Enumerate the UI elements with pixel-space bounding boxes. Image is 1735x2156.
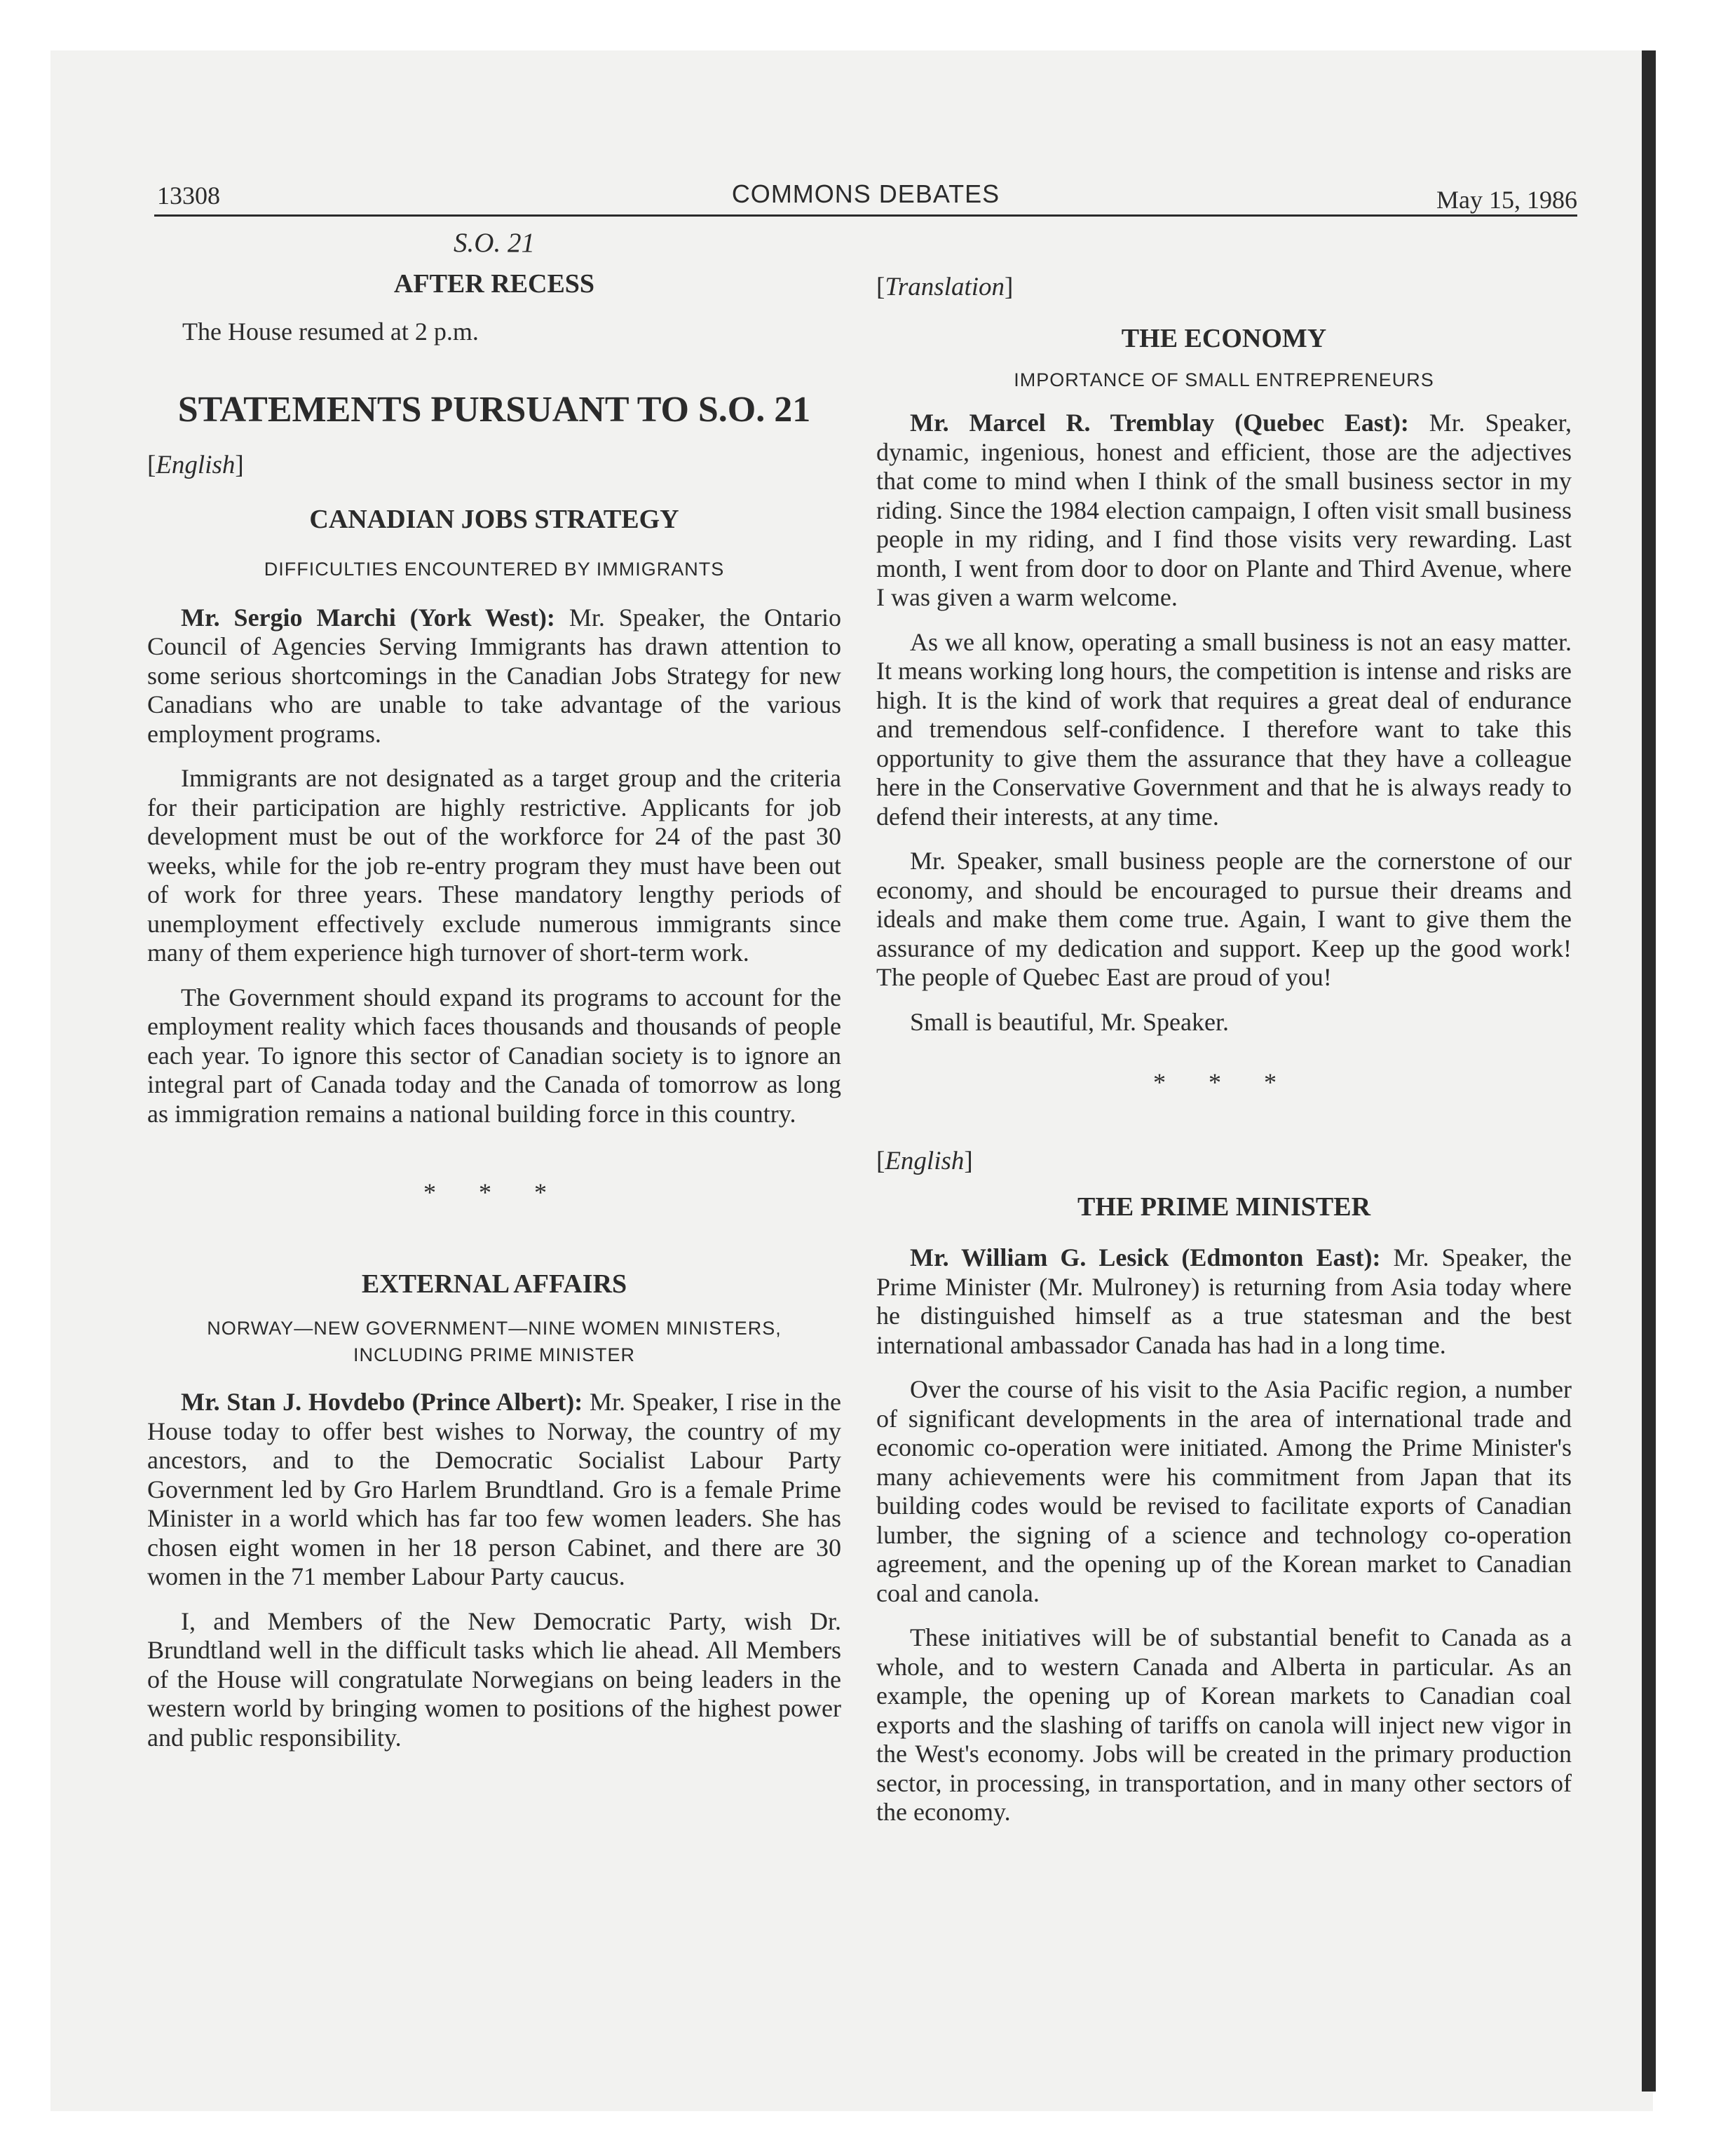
language-tag: [Translation] xyxy=(876,273,1014,301)
economy-heading: THE ECONOMY xyxy=(1121,324,1327,353)
standing-order-ref: S.O. 21 xyxy=(454,228,535,258)
jobs-strategy-subheading: DIFFICULTIES ENCOUNTERED BY IMMIGRANTS xyxy=(264,558,725,580)
header-date: May 15, 1986 xyxy=(1436,186,1577,214)
statements-heading: STATEMENTS PURSUANT TO S.O. 21 xyxy=(177,389,811,430)
left-column xyxy=(147,224,841,1752)
house-resumed-note: The House resumed at 2 p.m. xyxy=(182,318,479,346)
lesick-statement-p1 xyxy=(876,1243,1572,1360)
marchi-statement-p2: Immigrants are not designated as a target group and the criteria for their participation are highly restrictive. Applicants for job development must be out of the workforce for 24 of the past 30 weeks, while for the job re-entry program they must have been out of work for three years. These mandatory lengthy periods of unemployment effectively exclude numerous immigrants since many of them experience high turnover of short-term work. xyxy=(147,764,841,967)
tremblay-statement-p2: As we all know, operating a small business is not an easy matter. It means working long hours, the competition is intense and risks are high. It is the kind of work that requires a great deal of endurance and tremendous self-confidence. I therefore want to take this opportunity to give them the assurance that they have a colleague here in the Conservative Government and that he is always ready to defend their interests, at any time. xyxy=(876,627,1572,831)
language-tag-text: Translation xyxy=(885,273,1005,301)
page-header xyxy=(154,175,1577,217)
paragraph-text: Mr. Speaker, dynamic, ingenious, honest and efficient, those are the adjectives that come to mind when I think of the small business sector in my riding. Since the 1984 election campaign, I often visit small business people in my riding, and I find those visits very rewarding. Last month, I went from door to door on Plante and Third Avenue, where I was given a warm welcome. xyxy=(876,409,1572,611)
after-recess-heading: AFTER RECESS xyxy=(393,269,595,299)
paragraph-text: Mr. Speaker, the Ontario Council of Agencies Serving Immigrants has drawn attention to some serious shortcomings in the Canadian Jobs Strategy for new Canadians who are unable to take advantage of the various employment programs. xyxy=(147,603,842,748)
page-number: 13308 xyxy=(157,182,220,210)
speaker-name: Mr. Marcel R. Tremblay (Quebec East): xyxy=(910,409,1409,437)
paragraph-text: Mr. Speaker, I rise in the House today to offer best wishes to Norway, the country of my ancestors, and to the Democratic Socialist Labour Party Government led by Gro Harlem Brundtland. Gro is a female Prime Minister in a world which has far too few women leaders. She has chosen eight women in her 18 person Cabinet, and there are 30 women in the 71 member Labour Party caucus. xyxy=(147,1388,842,1590)
language-tag-text: English xyxy=(156,450,236,479)
marchi-statement-p1 xyxy=(147,603,841,749)
paragraph-text: Mr. Speaker, the Prime Minister (Mr. Mulroney) is returning from Asia today where he distinguished himself as a true statesman and the best international ambassador Canada has had in a long time. xyxy=(876,1243,1572,1359)
hovdebo-statement-p2: I, and Members of the New Democratic Party, wish Dr. Brundtland well in the difficult tasks which lie ahead. All Members of the House will congratulate Norwegians on being leaders in the western world by bringing women to positions of the highest power and public responsibility. xyxy=(147,1606,841,1752)
language-tag-text: English xyxy=(885,1147,965,1175)
jobs-strategy-heading: CANADIAN JOBS STRATEGY xyxy=(309,504,679,534)
prime-minister-heading: THE PRIME MINISTER xyxy=(1077,1192,1371,1222)
running-title: COMMONS DEBATES xyxy=(731,179,1000,208)
section-separator: * * * xyxy=(1153,1068,1295,1096)
marchi-statement-p3: The Government should expand its programs to account for the employment reality which faces thousands and thousands of people each year. To ignore this sector of Canadian society is to ignore an integral part of Canada today and the Canada of tomorrow as long as immigration remains a national building force in this country. xyxy=(147,983,841,1128)
external-affairs-heading: EXTERNAL AFFAIRS xyxy=(361,1269,627,1299)
tremblay-statement-p3: Mr. Speaker, small business people are the cornerstone of our economy, and should be encouraged to pursue their dreams and ideals and make them come true. Again, I want to give them the assurance of my dedication and support. Keep up the good work! The people of Quebec East are proud of you! xyxy=(876,847,1572,991)
hovdebo-statement-p1 xyxy=(147,1388,841,1592)
section-separator: * * * xyxy=(423,1178,565,1206)
external-affairs-subheading-1: NORWAY—NEW GOVERNMENT—NINE WOMEN MINISTERS, xyxy=(207,1318,782,1339)
language-tag: [English] xyxy=(147,450,244,479)
speaker-name: Mr. William G. Lesick (Edmonton East): xyxy=(910,1243,1381,1271)
external-affairs-subheading-2: INCLUDING PRIME MINISTER xyxy=(353,1344,636,1365)
speaker-name: Mr. Sergio Marchi (York West): xyxy=(181,603,555,632)
lesick-statement-p2: Over the course of his visit to the Asia Pacific region, a number of significant developments in the area of international trade and economic co-operation were initiated. Among the Prime Minister's many achievements were his commitment from Japan that its building codes would be revised to facilitate exports of Canadian lumber, the signing of a science and technology co-operation agreement, and the opening up of the Korean market to Canadian coal and canola. xyxy=(876,1375,1572,1607)
language-tag: [English] xyxy=(876,1147,973,1175)
speaker-name: Mr. Stan J. Hovdebo (Prince Albert): xyxy=(181,1388,583,1416)
tremblay-statement-p1 xyxy=(876,409,1572,613)
economy-subheading: IMPORTANCE OF SMALL ENTREPRENEURS xyxy=(1014,369,1434,390)
scan-edge-bar xyxy=(1642,50,1656,2092)
tremblay-statement-p4: Small is beautiful, Mr. Speaker. xyxy=(910,1007,1229,1036)
lesick-statement-p3: These initiatives will be of substantial benefit to Canada as a whole, and to western Canada and Alberta in particular. As an example, the opening up of Korean markets to Canadian coal exports and the slashing of tariffs on canola will inject new vigor in the West's economy. Jobs will be created in the primary production sector, in processing, in transportation, and in many other sectors of the economy. xyxy=(876,1623,1572,1826)
right-column xyxy=(876,224,1572,1827)
